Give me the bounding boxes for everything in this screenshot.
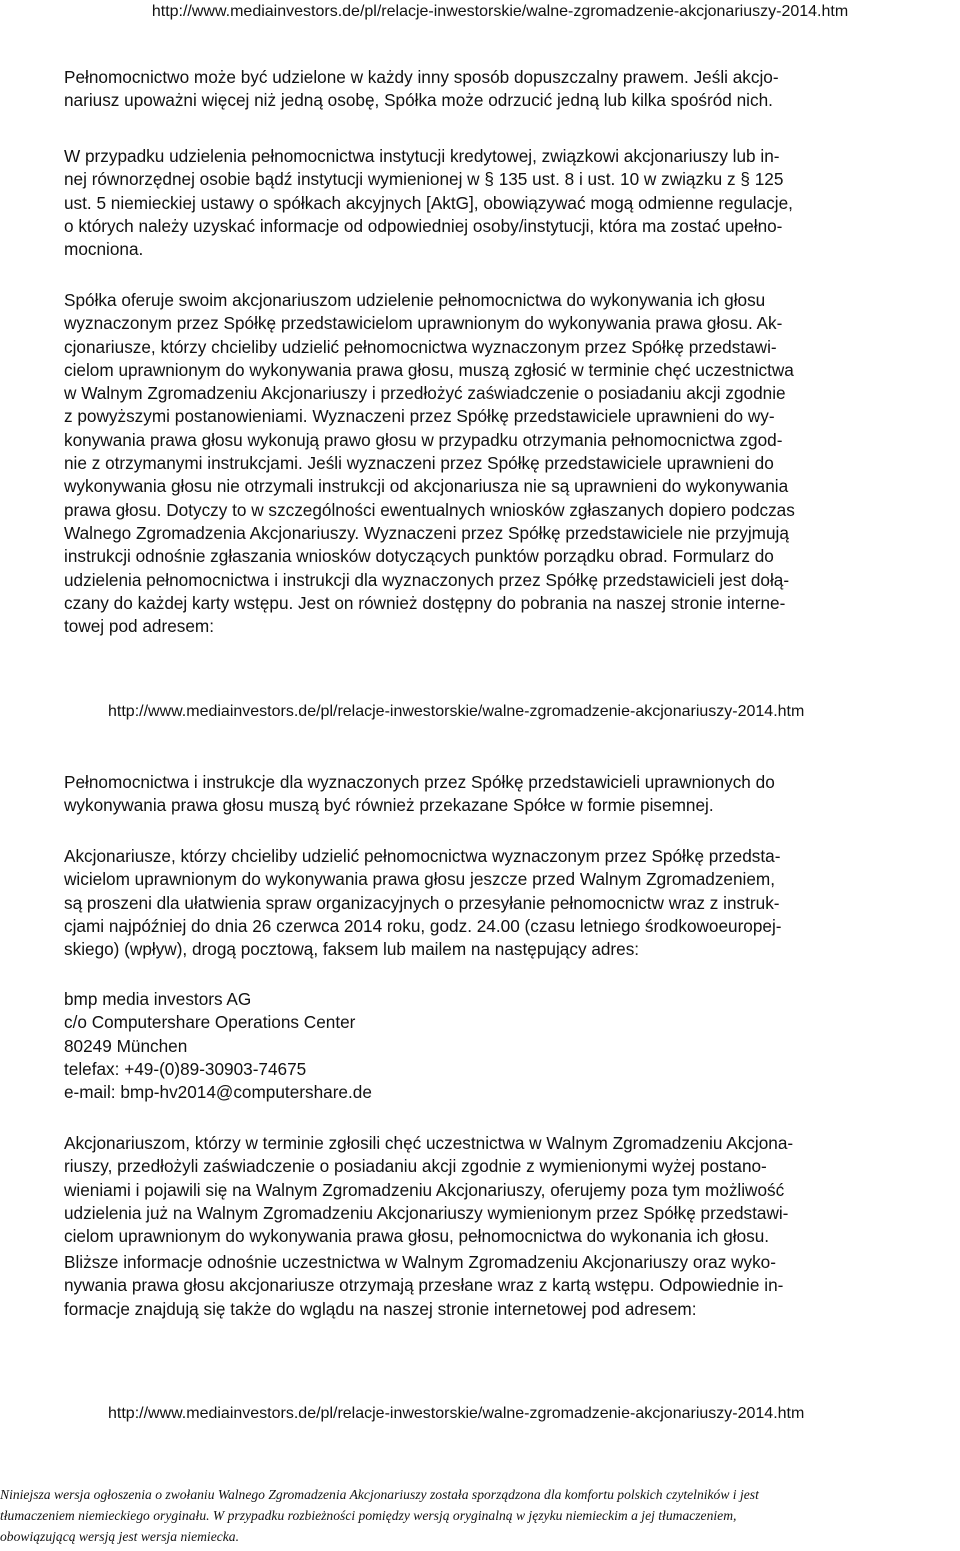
text-line: towej pod adresem: [64, 616, 214, 637]
text-line: formacje znajdują się także do wglądu na naszej stronie internetowej pod adresem: [64, 1298, 697, 1319]
text-line: nie z otrzymanymi instrukcjami. Jeśli wyznaczeni przez Spółkę przedstawiciele uprawnieni do [64, 453, 774, 474]
text-line: Akcjonariuszom, którzy w terminie zgłosili chęć uczestnictwa w Walnym Zgromadzeniu Akcjona- [64, 1133, 794, 1153]
text-line: w Walnym Zgromadzeniu Akcjonariuszy i przedłożyć zaświadczenie o posiadaniu akcji zgodnie [64, 383, 786, 404]
address-city: 80249 München [64, 1035, 188, 1056]
text-line: wieniami i pojawili się na Walnym Zgromadzeniu Akcjonariuszy, oferujemy poza tym możliwość [64, 1179, 785, 1200]
text-line: nariusz upoważni więcej niż jedną osobę, Spółka może odrzucić jedną lub kilka spośród nich. [64, 90, 773, 111]
paragraph-proxy-methods [64, 66, 960, 113]
text-line: instrukcji odnośnie zgłaszania wniosków dotyczących punktów porządku obrad. Formularz do [64, 546, 774, 567]
paragraph-credit-institution [64, 145, 960, 261]
text-line: Pełnomocnictwa i instrukcje dla wyznaczonych przez Spółkę przedstawicieli uprawnionych do [64, 772, 775, 792]
text-line: cjami najpóźniej do dnia 26 czerwca 2014 roku, godz. 24.00 (czasu letniego środkowoeuropej- [64, 915, 782, 936]
text-line: wykonywania głosu nie otrzymali instrukcji od akcjonariusza nie są uprawnieni do wykonywania [64, 476, 789, 497]
text-line: wicielom uprawnionym do wykonywania prawa głosu jeszcze przed Walnym Zgromadzeniem, [64, 869, 776, 890]
text-line: Pełnomocnictwo może być udzielone w każdy inny sposób dopuszczalny prawem. Jeśli akcjo- [64, 67, 779, 87]
footer-line: obowiązującą wersją jest wersja niemiecka. [0, 1529, 239, 1544]
text-line: konywania prawa głosu wykonują prawo głosu w przypadku otrzymania pełnomocnictwa zgod- [64, 429, 783, 450]
text-line: o których należy uzyskać informacje od odpowiedniej osoby/instytucji, która ma zostać upełno- [64, 215, 783, 236]
address-fax: telefax: +49-(0)89-30903-74675 [64, 1058, 307, 1079]
text-line: cielom uprawnionym do wykonywania prawa głosu, pełnomocnictwa do wykonania ich głosu. [64, 1226, 770, 1247]
text-line: z powyższymi postanowieniami. Wyznaczeni przez Spółkę przedstawiciele uprawnieni do wy- [64, 406, 775, 427]
text-line: Spółka oferuje swoim akcjonariuszom udzielenie pełnomocnictwa do wykonywania ich głosu [64, 290, 766, 310]
address-email[interactable]: e-mail: bmp-hv2014@computershare.de [64, 1082, 372, 1103]
page-header-url: http://www.mediainvestors.de/pl/relacje-inwestorskie/walne-zgromadzenie-akcjonariuszy-2014.htm [151, 3, 849, 20]
text-line: Akcjonariusze, którzy chcieliby udzielić pełnomocnictwa wyznaczonym przez Spółkę przedsta- [64, 846, 781, 866]
text-line: W przypadku udzielenia pełnomocnictwa instytucji kredytowej, związkowi akcjonariuszy lub in- [64, 146, 780, 166]
text-line: prawa głosu. Dotyczy to w szczególności ewentualnych wniosków zgłaszanych dopiero podczas [64, 499, 795, 520]
translation-disclaimer [0, 1484, 960, 1547]
text-line: riuszy, przedłożyli zaświadczenie o posiadaniu akcji zgodnie z wymienionymi wyżej postano- [64, 1156, 767, 1177]
text-line: wykonywania prawa głosu muszą być również przekazane Spółce w formie pisemnej. [64, 795, 714, 816]
text-line: nej równorzędnej osobie bądź instytucji wymienionej w § 135 ust. 8 i ust. 10 w związku z § 125 [64, 169, 784, 190]
paragraph-more-info [64, 1251, 960, 1321]
text-line: są proszeni dla ułatwienia spraw organizacyjnych o przesyłanie pełnomocnictw wraz z instruk- [64, 892, 780, 913]
text-line: nywania prawa głosu akcjonariusze otrzymają przesłane wraz z kartą wstępu. Odpowiednie in- [64, 1275, 784, 1296]
website-link[interactable]: http://www.mediainvestors.de/pl/relacje-inwestorskie/walne-zgromadzenie-akcjonariuszy-2014.htm [108, 703, 805, 720]
text-line: mocniona. [64, 239, 144, 260]
text-line: udzielenia już na Walnym Zgromadzeniu Akcjonariuszy wymienionym przez Spółkę przedstawi- [64, 1202, 789, 1223]
text-line: wyznaczonym przez Spółkę przedstawicielom uprawnionym do wykonywania prawa głosu. Ak- [64, 313, 783, 334]
footer-line: tłumaczeniem niemieckiego oryginału. W przypadku rozbieżności pomiędzy wersją oryginalną w języku niemieckim a jej tłumaczeniem, [0, 1508, 737, 1523]
paragraph-written-form [64, 771, 960, 818]
text-line: cjonariusze, którzy chcieliby udzielić pełnomocnictwa wyznaczonym przez Spółkę przedstawi- [64, 336, 777, 357]
address-care-of: c/o Computershare Operations Center [64, 1012, 356, 1033]
address-company: bmp media investors AG [64, 989, 252, 1009]
text-line: ust. 5 niemieckiej ustawy o spółkach akcyjnych [AktG], obowiązywać mogą odmienne regulacje, [64, 192, 793, 213]
paragraph-deadline [64, 845, 960, 961]
address-block [64, 988, 960, 1104]
text-line: czany do każdej karty wstępu. Jest on również dostępny do pobrania na naszej stronie interne- [64, 592, 786, 613]
footer-line: Niniejsza wersja ogłoszenia o zwołaniu Walnego Zgromadzenia Akcjonariuszy została sporządzona dla komfortu polskich czytelników i jest [0, 1487, 759, 1502]
text-line: cielom uprawnionym do wykonywania prawa głosu, muszą zgłosić w terminie chęć uczestnictwa [64, 359, 794, 380]
text-line: Bliższe informacje odnośnie uczestnictwa w Walnym Zgromadzeniu Akcjonariuszy oraz wyko- [64, 1252, 776, 1272]
paragraph-company-proxies [64, 289, 960, 638]
website-link[interactable]: http://www.mediainvestors.de/pl/relacje-inwestorskie/walne-zgromadzenie-akcjonariuszy-2014.htm [108, 1405, 805, 1422]
paragraph-onsite-proxy [64, 1132, 960, 1248]
text-line: skiego) (wpływ), drogą pocztową, faksem lub mailem na następujący adres: [64, 939, 640, 960]
text-line: udzielenia pełnomocnictwa i instrukcji dla wyznaczonych przez Spółkę przedstawicieli jest dołą- [64, 569, 790, 590]
text-line: Walnego Zgromadzenia Akcjonariuszy. Wyznaczeni przez Spółkę przedstawiciele nie przyjmują [64, 522, 789, 543]
